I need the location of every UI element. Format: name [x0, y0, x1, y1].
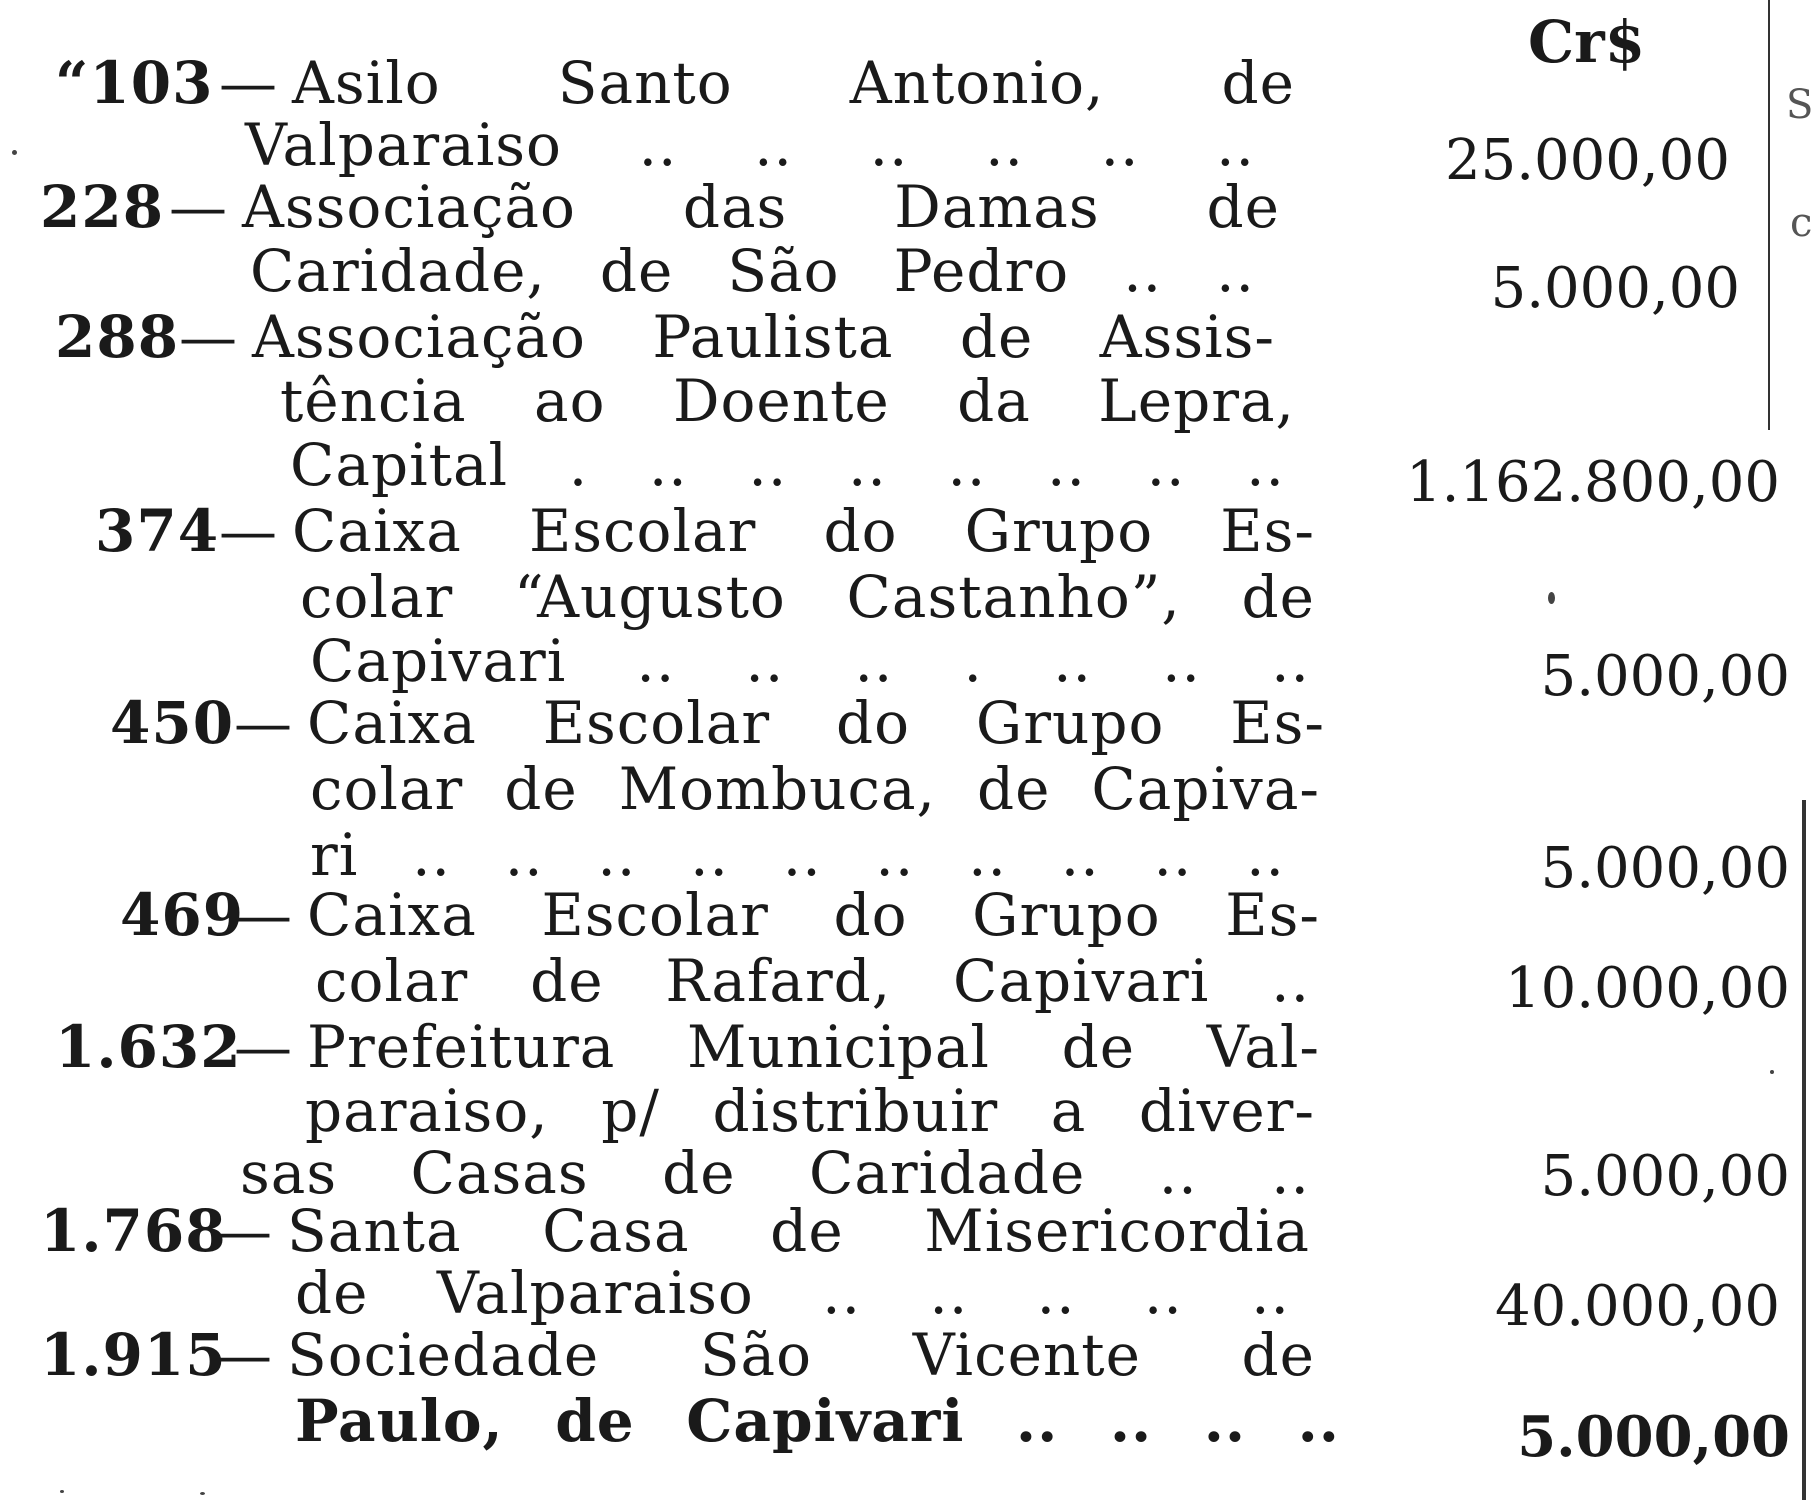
entry-text-continued: Paulo, de Capivari .. .. .. ..	[295, 1387, 1340, 1455]
entry-text: Caixa Escolar do Grupo Es-	[307, 689, 1325, 757]
edge-fragment-2: c	[1790, 200, 1813, 246]
entry-dash: —	[214, 1321, 273, 1389]
entry-amount: 5.000,00	[1540, 644, 1790, 709]
entry-amount: 1.162.800,00	[1405, 450, 1780, 515]
scan-speck	[1548, 592, 1555, 604]
entry-number: 228	[40, 173, 165, 241]
entry-dash: —	[234, 1013, 293, 1081]
entry-amount: 5.000,00	[1540, 836, 1790, 901]
entry-text-continued: ri .. .. .. .. .. .. .. .. .. ..	[310, 821, 1285, 889]
entry-line	[110, 689, 1325, 757]
entry-number: 1.768	[40, 1197, 227, 1265]
entry-number: 374	[95, 497, 220, 565]
entry-dash: —	[234, 689, 293, 757]
entry-text: Santa Casa de Misericordia	[287, 1197, 1310, 1265]
entry-text-continued: colar “Augusto Castanho”, de	[300, 563, 1315, 631]
entry-text: Caixa Escolar do Grupo Es-	[307, 881, 1320, 949]
entry-text-continued: colar de Rafard, Capivari ..	[315, 947, 1310, 1015]
entry-text-continued: colar de Mombuca, de Capiva-	[310, 755, 1320, 823]
column-rule-upper	[1768, 0, 1770, 430]
entry-line	[40, 173, 1280, 241]
entry-dash: —	[214, 1197, 273, 1265]
scan-speck	[12, 150, 17, 155]
entry-text-continued: de Valparaiso .. .. .. .. ..	[295, 1259, 1290, 1327]
entry-number: 450	[110, 689, 235, 757]
scan-speck	[1770, 1070, 1774, 1074]
entry-text: Asilo Santo Antonio, de	[292, 49, 1295, 117]
entry-number: 288	[55, 303, 180, 371]
currency-header: Cr$	[1528, 8, 1646, 76]
entry-text-continued: paraiso, p/ distribuir a diver-	[305, 1077, 1315, 1145]
entry-text-continued: Caridade, de São Pedro .. ..	[250, 237, 1255, 305]
entry-dash: —	[169, 173, 228, 241]
entry-line	[95, 497, 1315, 565]
entry-number: 469	[120, 881, 245, 949]
entry-dash: —	[219, 497, 278, 565]
entry-text-continued: Capital . .. .. .. .. .. .. ..	[290, 431, 1285, 499]
entry-dash: —	[219, 49, 278, 117]
entry-text: Associação Paulista de Assis-	[252, 303, 1275, 371]
entry-line	[120, 881, 1320, 949]
entry-number: 1.915	[40, 1321, 227, 1389]
entry-line	[55, 303, 1275, 371]
entry-number: 1.632	[55, 1013, 242, 1081]
entry-amount: 40.000,00	[1494, 1274, 1780, 1339]
entry-text: Associação das Damas de	[242, 173, 1280, 241]
entry-amount: 5.000,00	[1490, 256, 1740, 321]
column-rule-lower	[1802, 800, 1806, 1500]
entry-amount: 25.000,00	[1444, 128, 1730, 193]
entry-text-continued: tência ao Doente da Lepra,	[280, 367, 1295, 435]
scan-speck	[200, 1492, 205, 1495]
entry-dash: —	[179, 303, 238, 371]
entry-text-continued: sas Casas de Caridade .. ..	[240, 1139, 1310, 1207]
entry-text: Sociedade São Vicente de	[287, 1321, 1315, 1389]
scan-speck	[60, 1490, 64, 1493]
entry-text: Prefeitura Municipal de Val-	[307, 1013, 1320, 1081]
entry-text-continued: Valparaiso .. .. .. .. .. ..	[245, 111, 1255, 179]
entry-line	[55, 49, 1295, 117]
entry-line	[55, 1013, 1320, 1081]
entry-number: “103	[55, 49, 214, 117]
entry-text: Caixa Escolar do Grupo Es-	[292, 497, 1315, 565]
entry-text-continued: Capivari .. .. .. . .. .. ..	[310, 627, 1310, 695]
entry-line	[40, 1197, 1310, 1265]
entry-amount: 10.000,00	[1504, 956, 1790, 1021]
entry-line	[40, 1321, 1315, 1389]
entry-amount: 5.000,00	[1540, 1144, 1790, 1209]
edge-fragment-1: S	[1786, 82, 1814, 128]
entry-dash: —	[234, 881, 293, 949]
entry-amount: 5.000,00	[1517, 1404, 1790, 1470]
